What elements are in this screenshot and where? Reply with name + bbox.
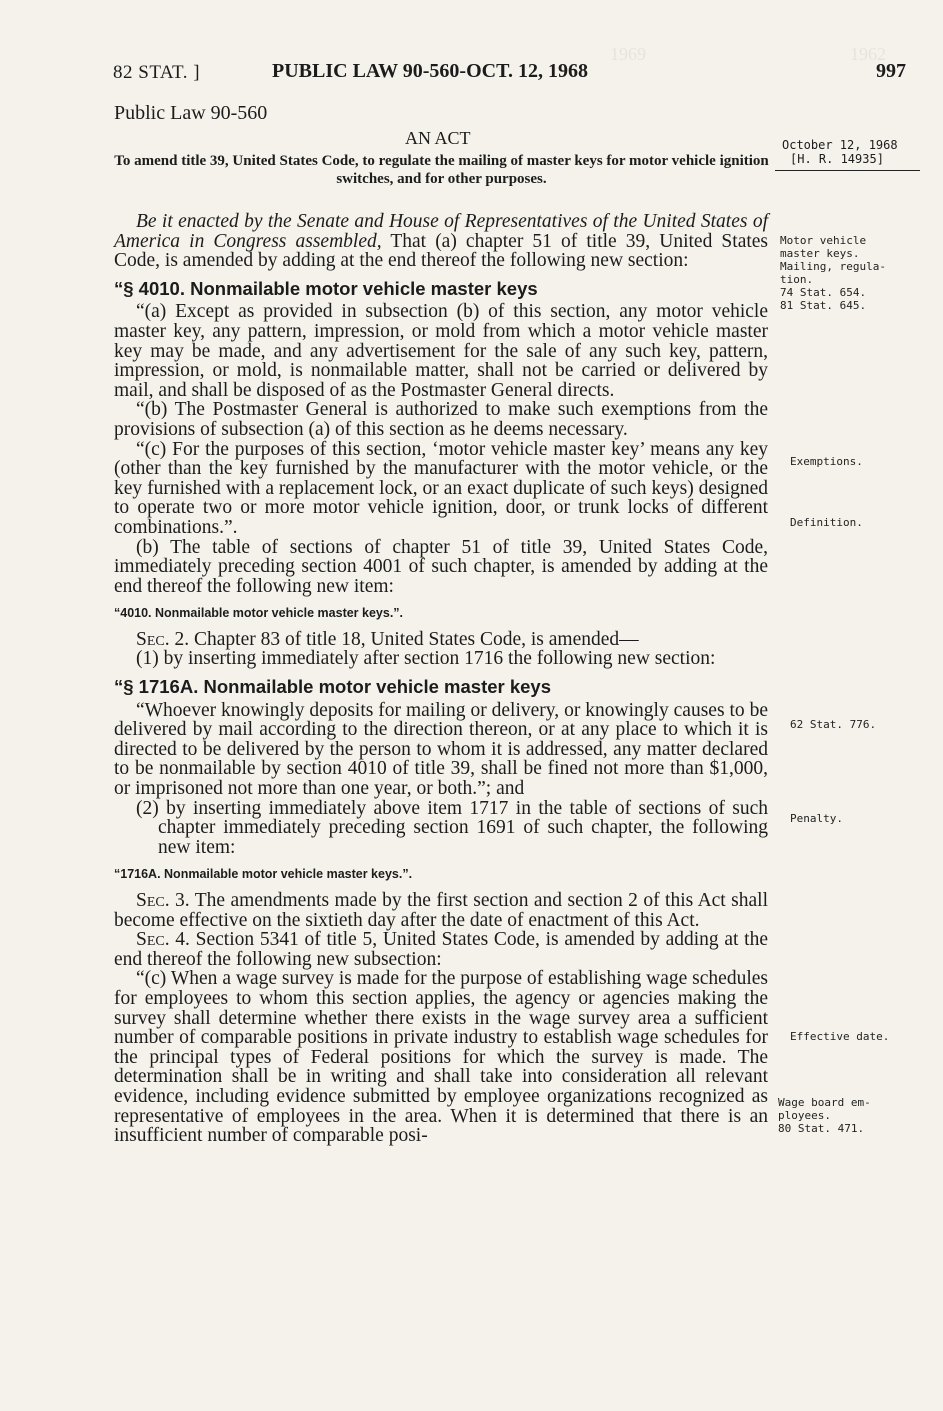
margin-note-master-keys: Motor vehicle master keys. Mailing, regula- tion. 74 Stat. 654. 81 Stat. 645. — [780, 234, 886, 312]
bill-number: [H. R. 14935] — [790, 152, 884, 166]
public-law-label: Public Law 90-560 — [114, 102, 268, 124]
page-title: PUBLIC LAW 90-560-OCT. 12, 1968 — [272, 60, 588, 82]
section-4010-heading: “§ 4010. Nonmailable motor vehicle master keys — [114, 277, 538, 299]
section-2-clause-1: (1) by inserting immediately after section 1716 the following new section: — [136, 648, 716, 670]
act-purpose: To amend title 39, United States Code, to regulate the mailing of master keys for motor vehicle ignition switches, and for other purposes. — [114, 153, 769, 187]
section-2: Sec. 2. Chapter 83 of title 18, United States Code, is amended— — [136, 628, 639, 650]
margin-note-stat-776: 62 Stat. 776. — [790, 718, 877, 731]
bleed-through-text: 1969 — [610, 44, 646, 64]
section-1716a-text: “Whoever knowingly deposits for mailing or delivery, or knowingly causes to be delivered by mail according to the direction thereon, or at any place to which it is directed to be delivered by the person to whom it is addressed, any matter declared to be nonmailable by section 4010 of title 39, shall be fined not more than $1,000, or imprisoned not more than one year, or both.”; and — [114, 699, 768, 800]
section-3: Sec. 3. The amendments made by the first section and section 2 of this Act shall become effective on the sixtieth day after the date of enactment of this Act. — [114, 890, 768, 931]
table-item-4010: “4010. Nonmailable motor vehicle master keys.”. — [114, 606, 404, 621]
margin-rule — [775, 170, 920, 171]
margin-note-penalty: Penalty. — [790, 812, 843, 825]
section-4010-a: “(a) Except as provided in subsection (b) of this section, any motor vehicle master key, any pattern, impression, or mold from which a motor vehicle master key may be made, and any advertisement for the sale of any such key, pattern, impression, or mold, is nonmailable matter, shall not be carried or delivered by mail, and shall be disposed of as the Postmaster General directs. — [114, 301, 768, 401]
enacting-clause: Be it enacted by the Senate and House of Representatives of the United States of America in Congress assembled, That (a) chapter 51 of title 39, United States Code, is amended by adding at the end thereof the following new section: — [114, 211, 769, 272]
act-body — [114, 212, 768, 1146]
section-4010-c: “(c) For the purposes of this section, ‘motor vehicle master key’ means any key (other than the key furnished by the manufacturer with the motor vehicle, or the key furnished with a replacement lock, or an exact duplicate of such keys) designed to operate two or more motor vehicle ignition, door, or trunk locks of different combinations.”. — [114, 438, 768, 538]
margin-note-wage-board: Wage board em- ployees. 80 Stat. 471. — [778, 1096, 871, 1135]
section-4: Sec. 4. Section 5341 of title 5, United States Code, is amended by adding at the end thereof the following new subsection: — [114, 929, 768, 970]
section-4010-b: “(b) The Postmaster General is authorized to make such exemptions from the provisions of subsection (a) of this section as he deems necessary. — [114, 399, 768, 440]
paragraph-b: (b) The table of sections of chapter 51 of title 39, United States Code, immediately preceding section 4001 of such chapter, is amended by adding at the end thereof the following new item: — [114, 536, 768, 597]
section-4-subsection-c: “(c) When a wage survey is made for the purpose of establishing wage schedules for employees to whom this section applies, the agency or agencies making the survey shall determine whether there exists in the wage survey area a sufficient number of comparable positions in private industry to establish wage schedules for the principal types of Federal positions for which the survey is made. The determination shall be in writing and shall take into consideration all relevant evidence, including evidence submitted by employee organizations recognized as representative of employees in the area. When it is determined that there is an insufficient number of comparable posi- — [114, 968, 768, 1147]
enactment-date: October 12, 1968 — [782, 138, 898, 152]
margin-note-exemptions: Exemptions. — [790, 455, 863, 468]
page-number: 997 — [876, 60, 906, 82]
section-1716a-heading: “§ 1716A. Nonmailable motor vehicle master keys — [114, 676, 552, 698]
section-2-clause-2: (2) by inserting immediately above item 1717 in the table of sections of such chapter immediately preceding section 1691 of such chapter, the following new item: — [136, 797, 768, 858]
stat-volume: 82 STAT. ] — [113, 62, 201, 83]
bleed-through-text: 1962 — [850, 44, 886, 64]
table-item-1716a: “1716A. Nonmailable motor vehicle master keys.”. — [114, 867, 413, 882]
margin-date-block — [782, 138, 898, 166]
margin-note-effective-date: Effective date. — [790, 1030, 890, 1043]
margin-note-definition: Definition. — [790, 516, 863, 529]
